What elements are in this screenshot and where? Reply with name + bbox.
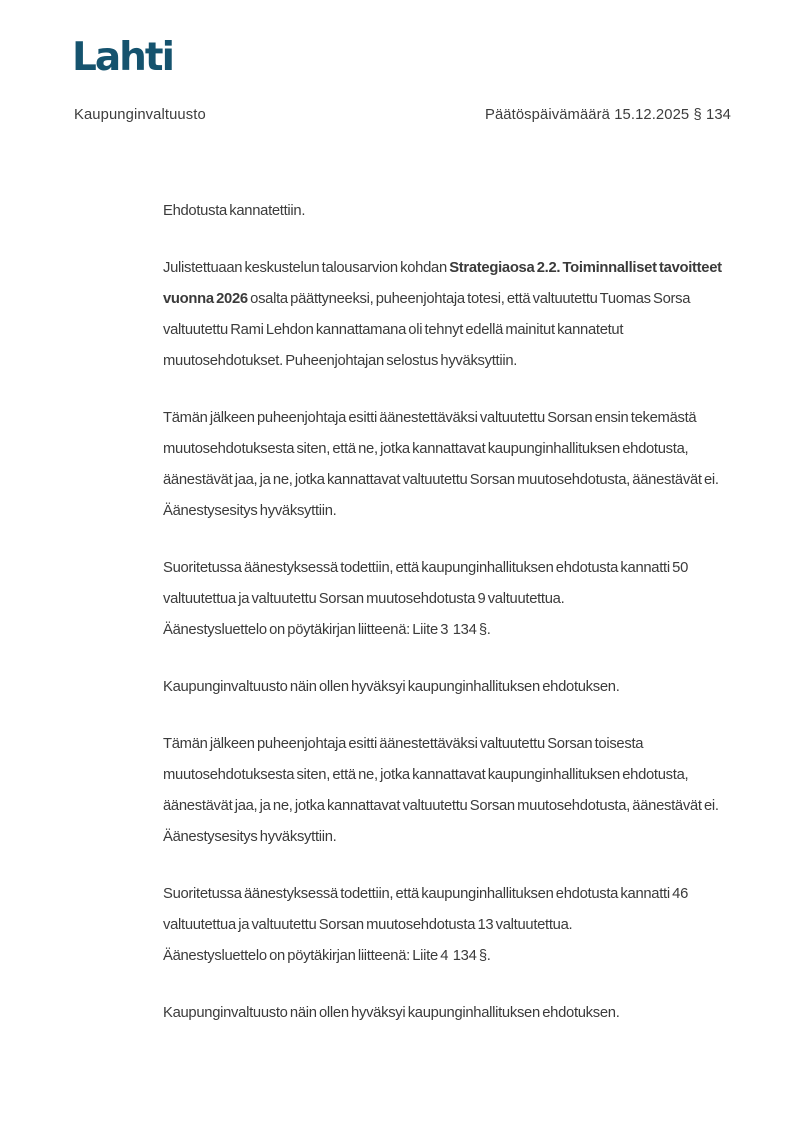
paragraph — [163, 553, 723, 646]
paragraph-text: Kaupunginvaltuusto näin ollen hyväksyi kaupunginhallituksen ehdotuksen. — [163, 1005, 620, 1021]
paragraph-text: Äänestysluettelo on pöytäkirjan liitteenä: Liite 4 134 §. — [163, 948, 491, 964]
header-org-name: Kaupunginvaltuusto — [74, 107, 206, 123]
paragraph-text-bold: Strategiaosa 2.2. Toiminnalliset tavoitteet vuonna 2026 — [163, 260, 725, 307]
paragraph-text: Äänestysluettelo on pöytäkirjan liitteenä: Liite 3 134 §. — [163, 622, 491, 638]
paragraph-text: Ehdotusta kannatettiin. — [163, 203, 306, 219]
paragraph — [163, 253, 723, 377]
header-decision-date: Päätöspäivämäärä 15.12.2025 § 134 — [485, 107, 731, 123]
paragraph — [163, 729, 723, 853]
paragraph — [163, 998, 723, 1029]
paragraph-text: osalta päättyneeksi, puheenjohtaja totesi, että valtuutettu Tuomas Sorsa valtuutettu Rami Lehdon kannattamana oli tehnyt edellä mainitut kannatetut muutosehdotukset. Puheenjohtajan selostus hyväksyttiin. — [163, 291, 693, 369]
paragraph-text: Suoritetussa äänestyksessä todettiin, että kaupunginhallituksen ehdotusta kannatti 50 valtuutettua ja valtuutettu Sorsan muutosehdotusta 9 valtuutettua. — [163, 560, 691, 607]
paragraph-text: Suoritetussa äänestyksessä todettiin, että kaupunginhallituksen ehdotusta kannatti 46 valtuutettua ja valtuutettu Sorsan muutosehdotusta 13 valtuutettua. — [163, 886, 691, 933]
paragraph — [163, 672, 723, 703]
paragraph — [163, 403, 723, 527]
paragraph — [163, 879, 723, 972]
paragraph-text: Kaupunginvaltuusto näin ollen hyväksyi kaupunginhallituksen ehdotuksen. — [163, 679, 620, 695]
lahti-logo: Lahti — [72, 35, 173, 80]
paragraph-text: Tämän jälkeen puheenjohtaja esitti äänestettäväksi valtuutettu Sorsan toisesta muutosehdotuksesta siten, että ne, jotka kannattavat kaupunginhallituksen ehdotusta, äänestävät jaa, ja ne, jotka kannattavat valtuutettu Sorsan muutosehdotusta, äänestävät ei. Äänestysesitys hyväksyttiin. — [163, 736, 722, 845]
document-body — [163, 196, 723, 1055]
paragraph-text: Tämän jälkeen puheenjohtaja esitti äänestettäväksi valtuutettu Sorsan ensin tekemästä muutosehdotuksesta siten, että ne, jotka kannattavat kaupunginhallituksen ehdotusta, äänestävät jaa, ja ne, jotka kannattavat valtuutettu Sorsan muutosehdotusta, äänestävät ei. Äänestysesitys hyväksyttiin. — [163, 410, 722, 519]
page-header — [74, 107, 731, 123]
paragraph — [163, 196, 723, 227]
paragraph-text: Julistettuaan keskustelun talousarvion kohdan — [163, 260, 450, 276]
